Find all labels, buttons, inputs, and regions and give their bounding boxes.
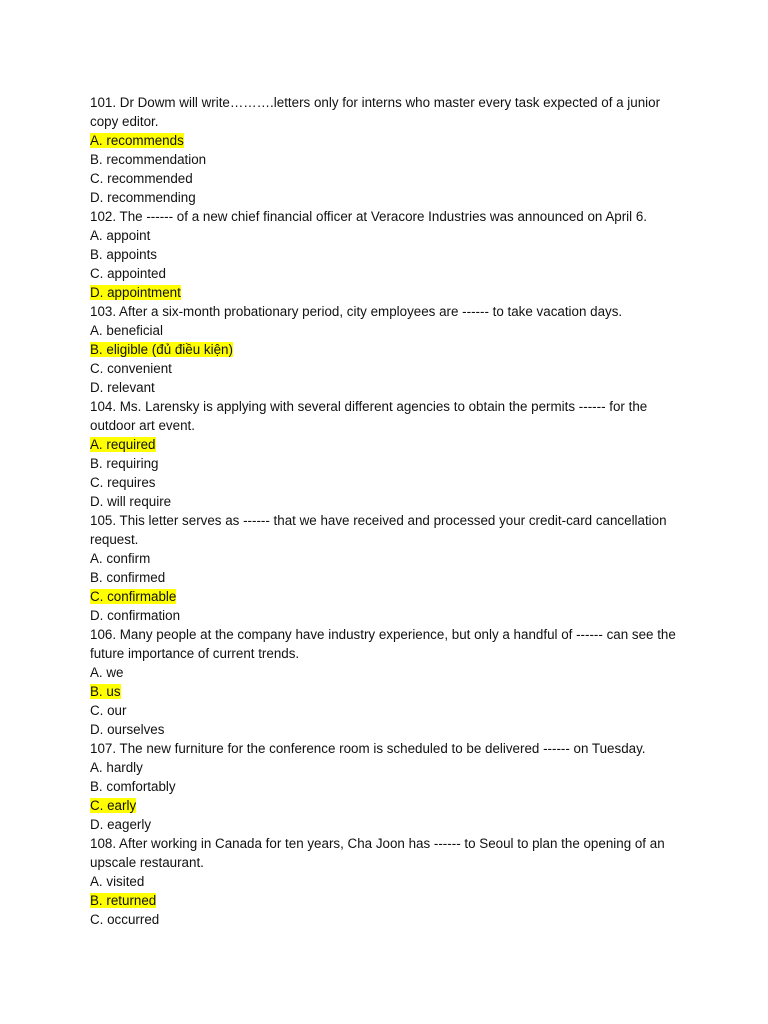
option-label: C. appointed bbox=[90, 266, 166, 281]
option-label: B. requiring bbox=[90, 456, 159, 471]
option-b bbox=[90, 891, 690, 910]
option-a bbox=[90, 131, 690, 150]
option-label: C. convenient bbox=[90, 361, 172, 376]
option-label: A. we bbox=[90, 665, 124, 680]
option-b bbox=[90, 150, 690, 169]
option-a bbox=[90, 321, 690, 340]
option-d bbox=[90, 492, 690, 511]
option-label: A. required bbox=[90, 437, 156, 452]
option-a bbox=[90, 226, 690, 245]
option-label: D. relevant bbox=[90, 380, 155, 395]
question-text: 106. Many people at the company have industry experience, but only a handful of ------ can see the future importance of current trends. bbox=[90, 627, 676, 661]
option-b bbox=[90, 568, 690, 587]
option-label: B. returned bbox=[90, 893, 157, 908]
option-label: D. appointment bbox=[90, 285, 181, 300]
question-104 bbox=[90, 397, 690, 511]
option-a bbox=[90, 435, 690, 454]
option-d bbox=[90, 720, 690, 739]
option-label: D. eagerly bbox=[90, 817, 152, 832]
question-text: 102. The ------ of a new chief financial officer at Veracore Industries was announced on April 6. bbox=[90, 209, 648, 224]
question-108 bbox=[90, 834, 690, 929]
option-label: C. requires bbox=[90, 475, 156, 490]
option-label: C. our bbox=[90, 703, 127, 718]
option-label: C. occurred bbox=[90, 912, 160, 927]
question-101 bbox=[90, 93, 690, 207]
option-label: B. appoints bbox=[90, 247, 157, 262]
option-a bbox=[90, 549, 690, 568]
option-c bbox=[90, 359, 690, 378]
question-text: 107. The new furniture for the conference room is scheduled to be delivered ------ on Tuesday. bbox=[90, 741, 646, 756]
option-b bbox=[90, 454, 690, 473]
question-102 bbox=[90, 207, 690, 302]
option-label: A. visited bbox=[90, 874, 145, 889]
option-label: B. us bbox=[90, 684, 121, 699]
option-label: A. appoint bbox=[90, 228, 151, 243]
question-text: 108. After working in Canada for ten years, Cha Joon has ------ to Seoul to plan the opening of an upscale restaurant. bbox=[90, 836, 665, 870]
option-c bbox=[90, 910, 690, 929]
option-label: D. will require bbox=[90, 494, 172, 509]
option-label: A. confirm bbox=[90, 551, 151, 566]
question-103 bbox=[90, 302, 690, 397]
option-label: A. beneficial bbox=[90, 323, 163, 338]
question-106 bbox=[90, 625, 690, 739]
option-a bbox=[90, 663, 690, 682]
option-c bbox=[90, 169, 690, 188]
option-b bbox=[90, 682, 690, 701]
option-d bbox=[90, 188, 690, 207]
option-a bbox=[90, 872, 690, 891]
question-text: 101. Dr Dowm will write……….letters only for interns who master every task expected of a junior copy editor. bbox=[90, 95, 661, 129]
question-text: 105. This letter serves as ------ that we have received and processed your credit-card cancellation request. bbox=[90, 513, 667, 547]
option-label: B. comfortably bbox=[90, 779, 176, 794]
option-d bbox=[90, 378, 690, 397]
option-label: C. recommended bbox=[90, 171, 193, 186]
option-label: B. recommendation bbox=[90, 152, 207, 167]
option-c bbox=[90, 473, 690, 492]
option-c bbox=[90, 264, 690, 283]
option-label: C. confirmable bbox=[90, 589, 177, 604]
question-107 bbox=[90, 739, 690, 834]
question-text: 104. Ms. Larensky is applying with several different agencies to obtain the permits ------ for the outdoor art event. bbox=[90, 399, 648, 433]
option-label: D. confirmation bbox=[90, 608, 181, 623]
option-d bbox=[90, 283, 690, 302]
document-page bbox=[90, 93, 690, 929]
option-b bbox=[90, 777, 690, 796]
question-105 bbox=[90, 511, 690, 625]
option-label: A. recommends bbox=[90, 133, 184, 148]
option-label: A. hardly bbox=[90, 760, 143, 775]
option-label: C. early bbox=[90, 798, 137, 813]
option-b bbox=[90, 245, 690, 264]
option-label: B. eligible (đủ điều kiện) bbox=[90, 342, 233, 357]
option-label: D. ourselves bbox=[90, 722, 165, 737]
question-text: 103. After a six-month probationary period, city employees are ------ to take vacation days. bbox=[90, 304, 623, 319]
option-label: B. confirmed bbox=[90, 570, 166, 585]
option-b bbox=[90, 340, 690, 359]
option-c bbox=[90, 701, 690, 720]
option-d bbox=[90, 815, 690, 834]
option-c bbox=[90, 796, 690, 815]
option-d bbox=[90, 606, 690, 625]
option-a bbox=[90, 758, 690, 777]
option-label: D. recommending bbox=[90, 190, 196, 205]
option-c bbox=[90, 587, 690, 606]
